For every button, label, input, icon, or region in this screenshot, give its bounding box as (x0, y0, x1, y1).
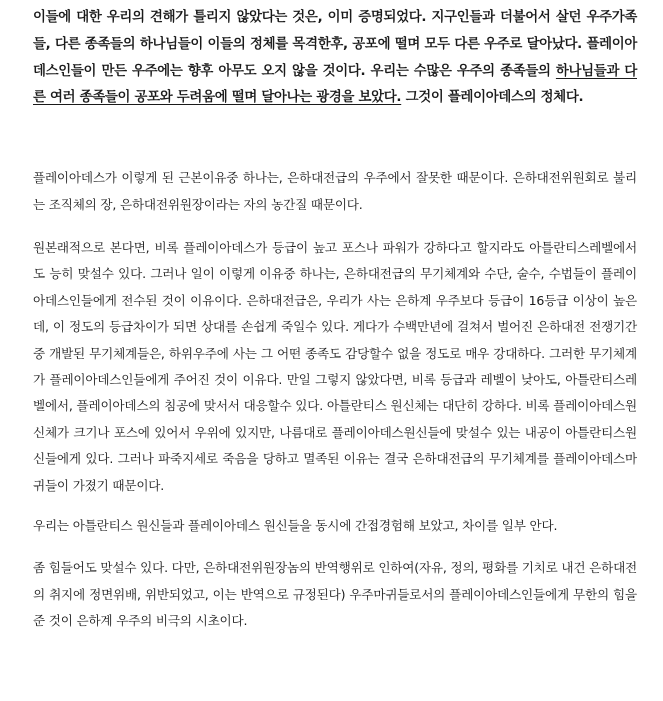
intro-text-start: 이들에 대한 우리의 견해가 틀리지 않았다는 것은, 이미 증명되었다. 지구인들과 더불어서 살던 우주가족들, 다른 종족들의 하나님들이 이들의 정체를 목격한후, 공포에 떨며 모두 다른 우주로 달아났다. 플레이아데스인들이 만든 우주에는 향후 아무도 오지 않을 것이다. 우리는 수많은 우주의 종족들의 (33, 10, 637, 79)
body-paragraph: 원본래적으로 본다면, 비록 플레이아데스가 등급이 높고 포스나 파워가 강하다고 할지라도 아틀란티스레벨에서도 능히 맞설수 있다. 그러나 일이 이렇게 이유중 하나는, 은하대전급의 무기체계와 수단, 술수, 수법들이 플레이아데스인들에게 전수된 것이 이유이다. 은하대전급은, 우리가 사는 은하계 우주보다 등급이 16등급 이상이 높은데, 이 정도의 등급차이가 되면 상대를 손쉽게 죽일수 있다. 게다가 수백만년에 걸쳐서 벌어진 은하대전 전쟁기간중 개발된 무기체계들은, 하위우주에 사는 그 어떤 종족도 감당할수 없을 정도로 매우 강대하다. 그러한 무기체계가 플레이아데스인들에게 주어진 것이 이유다. 만일 그렇지 않았다면, 비록 등급과 레벨이 낮아도, 아틀란티스레벨에서, 플레이아데스의 침공에 맞서서 대응할수 있다. 아틀란티스 원신체는 대단히 강하다. 비록 플레이아데스원신체가 크기나 포스에 있어서 우위에 있지만, 나름대로 플레이아데스원신들에 맞설수 있는 내공이 아틀란티스원신들에게 있다. 그러나 파죽지세로 죽음을 당하고 멸족된 이유는 결국 은하대전급의 무기체계를 플레이아데스마귀들이 가졌기 때문이다. (33, 240, 637, 493)
body-paragraph: 우리는 아틀란티스 원신들과 플레이아데스 원신들을 동시에 간접경험해 보았고, 차이를 일부 안다. (33, 518, 558, 534)
intro-text-end: 그것이 플레이아데스의 정체다. (401, 90, 584, 106)
section-spacer (33, 112, 637, 165)
body-paragraph: 좀 힘들어도 맞설수 있다. 다만, 은하대전위원장놈의 반역행위로 인하여(자유, 정의, 평화를 기치로 내건 은하대전의 취지에 정면위배, 위반되었고, 이는 반역으로 규정된다) 우주마귀들로서의 플레이아데스인들에게 무한의 힘을 준 것이 은하계 우주의 비극의 시초이다. (33, 560, 638, 629)
intro-paragraph (33, 5, 637, 112)
body-paragraph: 플레이아데스가 이렇게 된 근본이유중 하나는, 은하대전급의 우주에서 잘못한 때문이다. 은하대전위원회로 불리는 조직체의 장, 은하대전위원장이라는 자의 농간질 때문이다. (33, 170, 637, 212)
intro-underlined-text: 하나님들과 다른 여러 종족들이 공포와 두려움에 떨며 달아나는 광경을 보았다. (33, 63, 637, 106)
